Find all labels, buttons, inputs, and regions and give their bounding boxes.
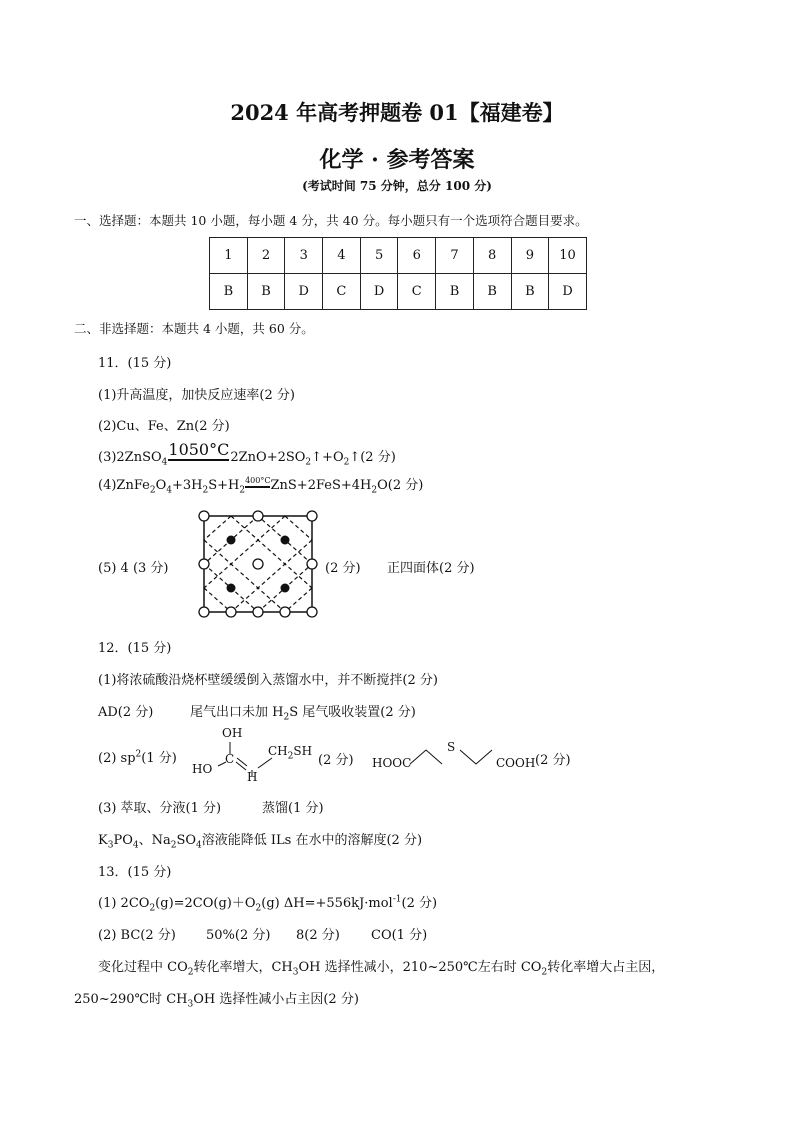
table-cell: 7 xyxy=(436,238,474,274)
q13-label: 13．(15 分) xyxy=(98,865,172,880)
page-title: 2024 年高考押题卷 01【福建卷】 xyxy=(230,100,564,125)
answer-table xyxy=(209,237,587,310)
section1-heading: 一、选择题：本题共 10 小题，每小题 4 分，共 40 分。每小题只有一个选项符合题目要求。 xyxy=(74,213,588,228)
molecule2-s: S xyxy=(447,740,456,754)
table-cell: C xyxy=(398,274,436,310)
answer-table-number-row xyxy=(210,238,587,274)
q13-part2-a: (2) BC(2 分) xyxy=(98,928,176,943)
table-cell: B xyxy=(210,274,248,310)
q12-part4: $K_3PO_4$、$Na_2SO_4$溶液能降低 ILs 在水中的溶解度(2 分) xyxy=(98,833,423,851)
table-cell: 2 xyxy=(247,238,285,274)
q13-part1: (1) $2CO_2(g)=2CO(g)+O_2(g)$ ΔH=+556kJ·mol$^{-1}$(2 分) xyxy=(98,894,438,914)
reaction-condition: 1050°C xyxy=(168,441,229,463)
table-cell: 9 xyxy=(511,238,549,274)
table-cell: 1 xyxy=(210,238,248,274)
table-cell: B xyxy=(511,274,549,310)
table-cell: D xyxy=(549,274,587,310)
q12-part1-b-reason: 尾气出口未加 $H_2S$ 尾气吸收装置(2 分) xyxy=(190,705,416,723)
q11-part5-label: (5) 4 (3 分) xyxy=(98,561,169,576)
table-cell: 6 xyxy=(398,238,436,274)
q13-part2-d: CO(1 分) xyxy=(371,928,428,943)
page-subtitle: 化学 · 参考答案 xyxy=(319,147,475,173)
section2-heading: 二、非选择题：本题共 4 小题，共 60 分。 xyxy=(74,321,314,336)
molecule1-h: H xyxy=(247,770,258,784)
molecule1-score: (2 分) xyxy=(318,753,354,768)
q12-part3-b: 蒸馏(1 分) xyxy=(262,801,324,816)
q12-part1-b-score: AD(2 分) xyxy=(98,705,154,720)
molecule2-score: (2 分) xyxy=(535,753,571,768)
table-cell: B xyxy=(436,274,474,310)
q13-part2-c: 8(2 分) xyxy=(296,928,340,943)
q13-part2-b: 50%(2 分) xyxy=(206,928,271,943)
molecule2-right: COOH xyxy=(496,756,536,770)
reaction-condition: 400°C xyxy=(245,477,270,490)
exam-note: (考试时间 75 分钟，总分 100 分) xyxy=(302,179,492,193)
q12-part2-label: (2) $sp^2(1$ 分) xyxy=(98,749,177,766)
q11-part5-score: (2 分) xyxy=(325,561,361,576)
table-cell: B xyxy=(247,274,285,310)
q12-label: 12．(15 分) xyxy=(98,641,172,656)
table-cell: 3 xyxy=(285,238,323,274)
molecule2-left: HOOC xyxy=(372,756,412,770)
table-cell: D xyxy=(285,274,323,310)
table-cell: B xyxy=(473,274,511,310)
q11-label: 11．(15 分) xyxy=(98,356,172,371)
table-cell: 5 xyxy=(360,238,398,274)
q12-part1: (1)将浓硫酸沿烧杯壁缓缓倒入蒸馏水中，并不断搅拌(2 分) xyxy=(98,673,438,688)
molecule1-ho: HO xyxy=(192,762,213,776)
table-cell: 8 xyxy=(473,238,511,274)
q11-part3: (3)2ZnSO$_4$ 1050°C $2ZnO+2SO_2↑+O_2↑(2$ 分) xyxy=(98,440,396,468)
molecule1-oh: OH xyxy=(222,726,243,740)
table-cell: 4 xyxy=(323,238,361,274)
q13-part3-line2: 250~290℃时 $CH_3OH$ 选择性减小占主因(2 分) xyxy=(74,992,359,1010)
answer-table-answer-row xyxy=(210,274,587,310)
molecule1-r: $CH_2SH$ xyxy=(268,744,313,762)
table-cell: 10 xyxy=(549,238,587,274)
table-cell: C xyxy=(323,274,361,310)
molecule1-c: C xyxy=(225,752,235,766)
crystal-cell-diagram xyxy=(196,508,322,620)
q11-part5-answer: 正四面体(2 分) xyxy=(387,561,475,576)
q13-part3-line1: 变化过程中 $CO_2$转化率增大，$CH_3OH$ 选择性减小，210~250℃左右时 $CO_2$转化率增大占主因， xyxy=(98,960,665,978)
q11-part4: $(4)ZnFe_2O_4+3H_2S+H_2$ 400°C $ZnS+2FeS+4H_2O(2$ 分) xyxy=(98,476,424,496)
table-cell: D xyxy=(360,274,398,310)
q11-part1: (1)升高温度，加快反应速率(2 分) xyxy=(98,388,295,403)
q11-part2: (2)Cu、Fe、Zn(2 分) xyxy=(98,419,230,434)
q12-part3-a: (3) 萃取、分液(1 分) xyxy=(98,801,222,816)
